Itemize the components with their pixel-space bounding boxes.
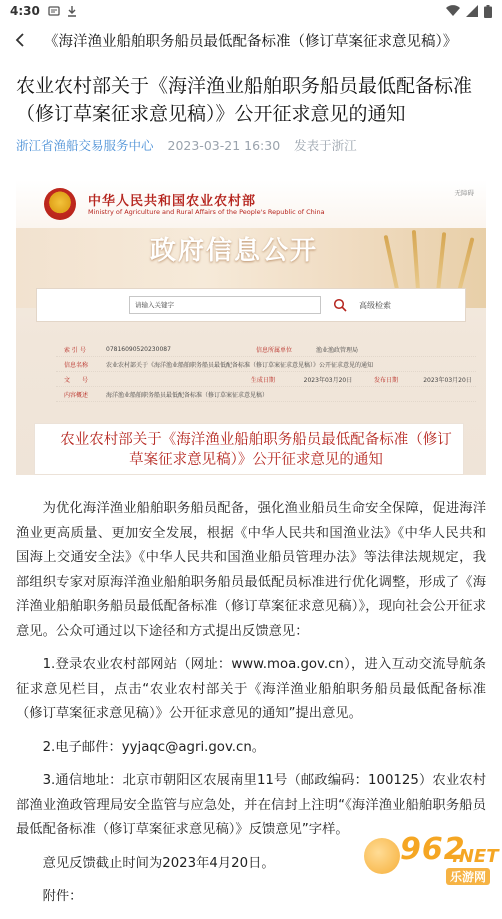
watermark-number: 962 — [400, 832, 466, 867]
battery-icon — [484, 5, 492, 18]
table-row: 文 号 生成日期 2023年03月20日 发布日期 2023年03月20日 — [56, 372, 476, 387]
site-watermark — [364, 830, 499, 886]
body-paragraph: 意见反馈截止时间为2023年4月20日。 — [42, 855, 275, 871]
advanced-search-link: 高级检索 — [359, 300, 391, 310]
watermark-site-name: 乐游网 — [446, 868, 490, 885]
signal-icon — [466, 5, 478, 17]
body-paragraph: 附件： — [42, 889, 83, 904]
doc-title: 农业农村部关于《海洋渔业船舶职务船员最低配备标准（修订草案征求意见稿）》公开征求意见的通知 — [60, 432, 452, 468]
banner-title: 政府信息公开 — [150, 236, 319, 266]
article-location: 发表于浙江 — [294, 138, 357, 153]
body-paragraph: 1.登录农业农村部网站（网址：www.moa.gov.cn），进入互动交流导航条征求意见栏目，点击“农业农村部关于《海洋渔业船舶职务船员最低配备标准（修订草案征求意见稿）》公开征求意见的通知”提出意见。 — [16, 657, 486, 721]
wifi-icon — [446, 5, 460, 17]
watermark-logo-icon — [364, 838, 400, 874]
national-emblem-icon — [44, 188, 76, 220]
status-bar — [0, 0, 502, 22]
download-icon — [66, 5, 78, 17]
table-row: 内容概述 海洋渔业船舶职务船员最低配备标准（修订草案征求意见稿） — [56, 387, 476, 402]
watermark-net: .NET — [452, 846, 499, 867]
article-source[interactable]: 浙江省渔船交易服务中心 — [16, 138, 154, 153]
info-table — [56, 342, 476, 402]
table-row: 索 引 号 07816090520230087 信息所属单位 渔业渔政管理局 — [56, 342, 476, 357]
app-bar-title: 《海洋渔业船舶职务船员最低配备标准（修订草案征求意见稿）》 — [44, 33, 458, 50]
body-paragraph: 2.电子邮件：yyjaqc@agri.gov.cn。 — [42, 739, 266, 755]
table-row: 信息名称 农业农村部关于《海洋渔业船舶职务船员最低配备标准（修订草案征求意见稿）》公开征求意见的通知 — [56, 357, 476, 372]
ministry-name: 中华人民共和国农业农村部 — [88, 194, 257, 209]
gov-search-row — [36, 288, 466, 322]
accessibility-link: 无障碍 — [454, 189, 474, 197]
notification-icon — [48, 5, 60, 17]
article-meta — [16, 136, 357, 154]
gov-search-input: 请输入关键字 — [129, 296, 321, 314]
search-icon — [333, 298, 347, 312]
article-image[interactable] — [16, 180, 486, 475]
article-headline: 农业农村部关于《海洋渔业船舶职务船员最低配备标准（修订草案征求意见稿）》公开征求意见的通知 — [16, 75, 473, 125]
back-button[interactable] — [2, 22, 38, 58]
back-arrow-icon — [13, 32, 27, 48]
ministry-name-en: Ministry of Agriculture and Rural Affairs of the People's Republic of China — [88, 208, 325, 216]
app-bar — [0, 22, 502, 58]
body-paragraph: 3.通信地址：北京市朝阳区农展南里11号（邮政编码：100125）农业农村部渔业渔政管理局安全监管与应急处，并在信封上注明“《海洋渔业船舶职务船员最低配备标准（修订草案征求意见稿）》反馈意见”字样。 — [16, 773, 486, 837]
status-time: 4:30 — [10, 4, 40, 18]
body-paragraph: 为优化海洋渔业船舶职务船员配备，强化渔业船员生命安全保障，促进海洋渔业更高质量、更加安全发展，根据《中华人民共和国渔业法》《中华人民共和国海上交通安全法》《中华人民共和国渔业船员管理办法》等法律法规规定，我部组织专家对原海洋渔业船舶职务船员最低配员标准进行优化调整，形成了《海洋渔业船舶职务船员最低配备标准（修订草案征求意见稿）》，现向社会公开征求意见。公众可通过以下途径和方式提出反馈意见： — [16, 501, 486, 639]
article-datetime: 2023-03-21 16:30 — [167, 138, 281, 153]
